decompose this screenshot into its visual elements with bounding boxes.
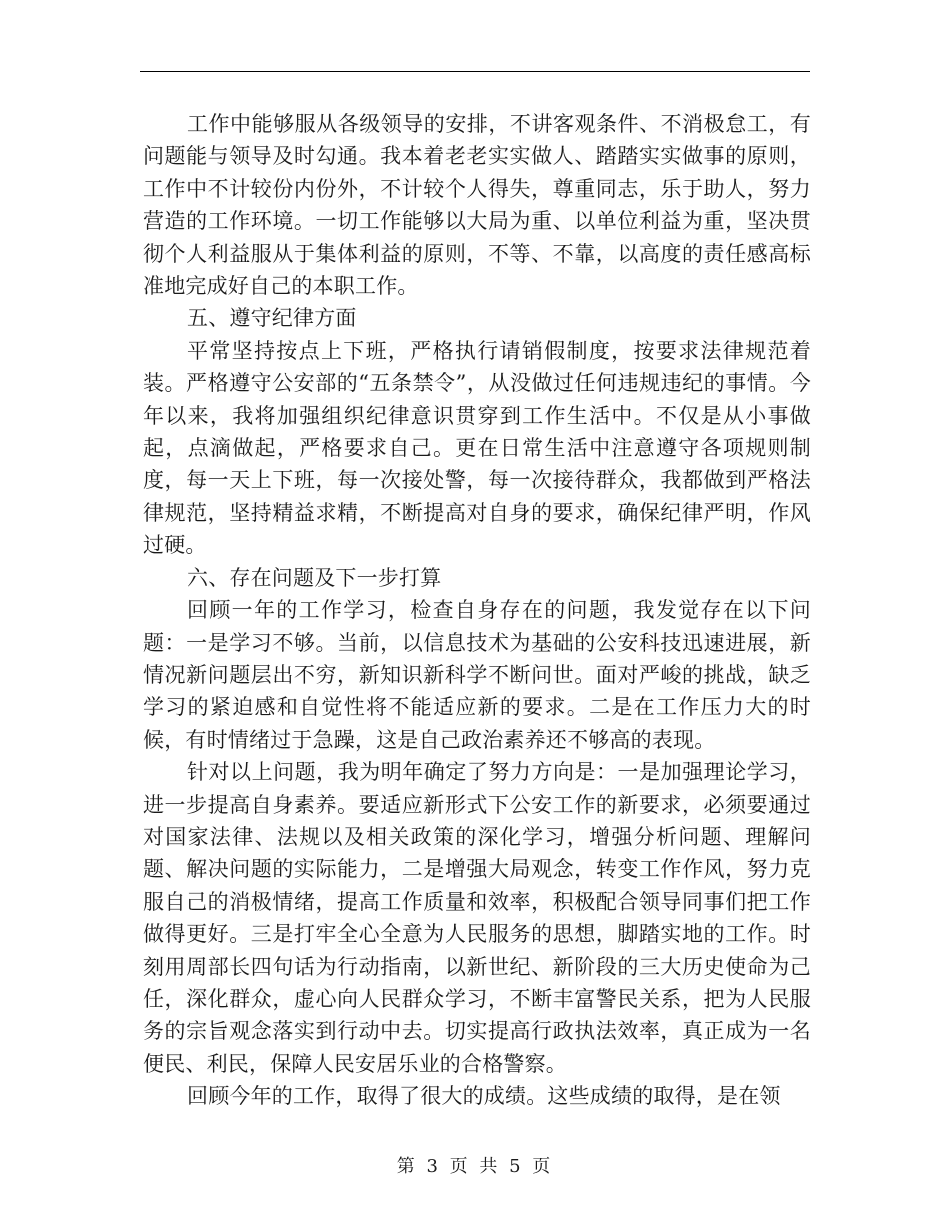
section-heading-discipline: 五、遵守纪律方面 (187, 306, 357, 331)
page-number-footer: 第 3 页 共 5 页 (396, 1156, 554, 1177)
document-body (143, 108, 811, 1113)
section-heading-problems-plans: 六、存在问题及下一步打算 (187, 565, 442, 590)
paragraph-review: 回顾今年的工作，取得了很大的成绩。这些成绩的取得，是在领 (187, 1084, 781, 1109)
paragraph-plans: 针对以上问题，我为明年确定了努力方向是：一是加强理论学习，进一步提高自身素养。要适应新形式下公安工作的新要求，必须要通过对国家法律、法规以及相关政策的深化学习，增强分析问题、理解问题、解决问题的实际能力，二是增强大局观念，转变工作作风，努力克服自己的消极情绪，提高工作质量和效率，积极配合领导同事们把工作做得更好。三是打牢全心全意为人民服务的思想，脚踏实地的工作。时刻用周部长四句话为行动指南，以新世纪、新阶段的三大历史使命为己任，深化群众，虚心向人民群众学习，不断丰富警民关系，把为人民服务的宗旨观念落实到行动中去。切实提高行政执法效率，真正成为一名便民、利民，保障人民安居乐业的合格警察。 (143, 760, 811, 1076)
header-rule (140, 71, 810, 72)
paragraph-discipline: 平常坚持按点上下班，严格执行请销假制度，按要求法律规范着装。严格遵守公安部的“五条禁令”，从没做过任何违规违纪的事情。今年以来，我将加强组织纪律意识贯穿到工作生活中。不仅是从小事做起，点滴做起，严格要求自己。更在日常生活中注意遵守各项规则制度，每一天上下班，每一次接处警，每一次接待群众，我都做到严格法律规范，坚持精益求精，不断提高对自身的要求，确保纪律严明，作风过硬。 (143, 338, 811, 558)
paragraph-work-attitude: 工作中能够服从各级领导的安排，不讲客观条件、不消极怠工，有问题能与领导及时勾通。我本着老老实实做人、踏踏实实做事的原则，工作中不计较份内份外，不计较个人得失，尊重同志，乐于助人，努力营造的工作环境。一切工作能够以大局为重、以单位利益为重，坚决贯彻个人利益服从于集体利益的原则，不等、不靠，以高度的责任感高标准地完成好自己的本职工作。 (143, 112, 811, 299)
paragraph-problems: 回顾一年的工作学习，检查自身存在的问题，我发觉存在以下问题：一是学习不够。当前，以信息技术为基础的公安科技迅速进展，新情况新问题层出不穷，新知识新科学不断问世。面对严峻的挑战，缺乏学习的紧迫感和自觉性将不能适应新的要求。二是在工作压力大的时候，有时情绪过于急躁，这是自己政治素养还不够高的表现。 (143, 598, 811, 752)
